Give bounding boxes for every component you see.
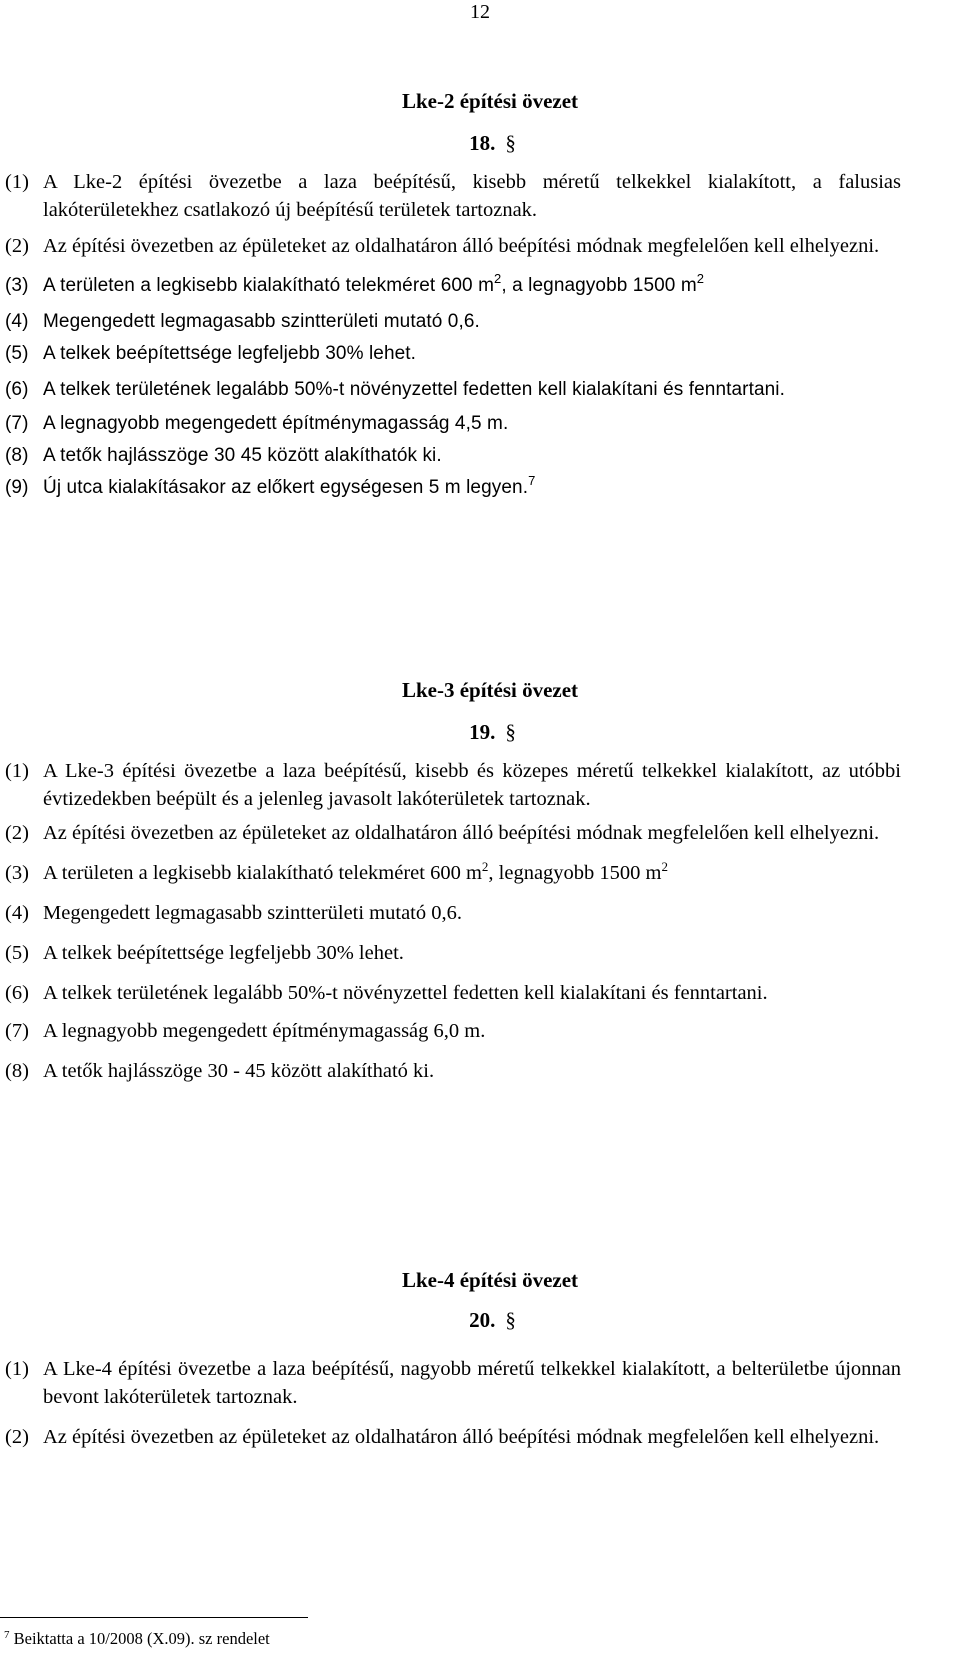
item-number: (8) bbox=[5, 1060, 29, 1082]
section-lke-4 bbox=[0, 1267, 960, 1461]
item-text-cont: , a legnagyobb 1500 m bbox=[501, 275, 697, 296]
section-lke-2 bbox=[0, 88, 960, 512]
item-text: Megengedett legmagasabb szintterületi mutató 0,6. bbox=[43, 311, 480, 332]
item-number: (2) bbox=[5, 822, 29, 844]
item-number: (4) bbox=[5, 311, 29, 332]
section-lke-3 bbox=[0, 677, 960, 1095]
list-item bbox=[0, 474, 960, 502]
list-item bbox=[0, 757, 960, 813]
page-number: 12 bbox=[470, 1, 490, 23]
item-number: (3) bbox=[5, 862, 29, 884]
list-item bbox=[0, 1057, 960, 1085]
item-text: Új utca kialakításakor az előkert egységesen 5 m legyen. bbox=[43, 477, 529, 498]
list-item bbox=[0, 899, 960, 927]
footnote-reference: 7 bbox=[528, 473, 536, 488]
list-item bbox=[0, 939, 960, 967]
item-number: (1) bbox=[5, 1358, 29, 1380]
superscript: 2 bbox=[494, 271, 502, 286]
footnote-text: Beiktatta a 10/2008 (X.09). sz rendelet bbox=[13, 1629, 270, 1648]
zone-title: Lke-3 építési övezet bbox=[401, 678, 579, 702]
item-number: (2) bbox=[5, 1426, 29, 1448]
list-item bbox=[0, 376, 960, 404]
item-text: Az építési övezetben az épületeket az oldalhatáron álló beépítési módnak megfelelően kell elhelyezni. bbox=[43, 822, 880, 844]
list-item bbox=[0, 1017, 960, 1045]
item-text-wrap bbox=[43, 859, 901, 887]
list-item bbox=[0, 1355, 960, 1411]
footnote-separator bbox=[0, 1617, 308, 1618]
item-text: A tetők hajlásszöge 30 - 45 között alakítható ki. bbox=[43, 1060, 435, 1082]
paragraph-number bbox=[0, 1307, 960, 1333]
item-text: A telkek területének legalább 50%-t növényzettel fedetten kell kialakítani és fenntartani. bbox=[43, 379, 786, 400]
item-number: (4) bbox=[5, 902, 29, 924]
list-item bbox=[0, 819, 960, 847]
list-item bbox=[0, 308, 960, 336]
item-number: (1) bbox=[5, 171, 29, 193]
paragraph-number-value: 20. bbox=[469, 1308, 496, 1332]
item-list bbox=[0, 757, 960, 1085]
list-item bbox=[0, 1423, 960, 1451]
list-item bbox=[0, 340, 960, 368]
list-item bbox=[0, 442, 960, 470]
superscript: 2 bbox=[696, 271, 705, 286]
item-text: A Lke-2 építési övezetbe a laza beépítésű, kisebb méretű telkekkel kialakított, a falusias lakóterületekhez csatlakozó új beépítésű területek tartoznak. bbox=[43, 171, 901, 221]
item-text: Megengedett legmagasabb szintterületi mutató 0,6. bbox=[43, 902, 462, 924]
footnote bbox=[4, 1628, 270, 1650]
paragraph-number-value: 18. bbox=[469, 131, 496, 155]
section-sign: § bbox=[505, 720, 516, 744]
item-number: (6) bbox=[5, 379, 29, 400]
item-number: (8) bbox=[5, 445, 29, 466]
item-number: (6) bbox=[5, 982, 29, 1004]
item-text: A területen a legkisebb kialakítható telekméret 600 m bbox=[43, 275, 495, 296]
item-text: A Lke-4 építési övezetbe a laza beépítésű, nagyobb méretű telkekkel kialakított, a belterületbe újonnan bevont lakóterületek tartoznak. bbox=[43, 1358, 901, 1408]
list-item bbox=[0, 168, 960, 224]
item-text: A telkek beépítettsége legfeljebb 30% lehet. bbox=[43, 343, 417, 364]
list-item bbox=[0, 859, 960, 887]
item-number: (5) bbox=[5, 942, 29, 964]
item-text: A legnagyobb megengedett építménymagasság 6,0 m. bbox=[43, 1020, 486, 1042]
item-list bbox=[0, 168, 960, 502]
item-text: A területen a legkisebb kialakítható telekméret 600 m bbox=[43, 862, 482, 884]
item-text: Az építési övezetben az épületeket az oldalhatáron álló beépítési módnak megfelelően kell elhelyezni. bbox=[43, 235, 880, 257]
item-number: (2) bbox=[5, 235, 29, 257]
item-text-cont: , legnagyobb 1500 m bbox=[488, 862, 662, 884]
item-text-wrap bbox=[43, 272, 901, 300]
paragraph-number-value: 19. bbox=[469, 720, 496, 744]
superscript: 2 bbox=[661, 859, 668, 874]
paragraph-number bbox=[0, 719, 960, 745]
zone-title: Lke-4 építési övezet bbox=[401, 1268, 579, 1292]
item-number: (1) bbox=[5, 760, 29, 782]
footnote-number: 7 bbox=[4, 1629, 10, 1641]
zone-title: Lke-2 építési övezet bbox=[401, 89, 579, 113]
item-number: (7) bbox=[5, 413, 29, 434]
item-list bbox=[0, 1355, 960, 1451]
item-text: A Lke-3 építési övezetbe a laza beépítésű, kisebb és közepes méretű telkekkel kialakított, az utóbbi évtizedekben beépült és a jelenleg javasolt lakóterületek tartoznak. bbox=[43, 760, 901, 810]
item-text: A legnagyobb megengedett építménymagasság 4,5 m. bbox=[43, 413, 509, 434]
section-sign: § bbox=[505, 1308, 516, 1332]
item-number: (5) bbox=[5, 343, 29, 364]
paragraph-number bbox=[0, 130, 960, 156]
list-item bbox=[0, 232, 960, 260]
item-text: A telkek területének legalább 50%-t növényzettel fedetten kell kialakítani és fenntartani. bbox=[43, 982, 768, 1004]
item-text: Az építési övezetben az épületeket az oldalhatáron álló beépítési módnak megfelelően kell elhelyezni. bbox=[43, 1426, 880, 1448]
item-number: (9) bbox=[5, 477, 29, 498]
item-text-wrap bbox=[43, 474, 901, 502]
item-number: (7) bbox=[5, 1020, 29, 1042]
item-text: A telkek beépítettsége legfeljebb 30% lehet. bbox=[43, 942, 404, 964]
list-item bbox=[0, 410, 960, 438]
list-item bbox=[0, 272, 960, 300]
section-sign: § bbox=[505, 131, 516, 155]
item-number: (3) bbox=[5, 275, 29, 296]
superscript: 2 bbox=[481, 859, 489, 874]
item-text: A tetők hajlásszöge 30 45 között alakíthatók ki. bbox=[43, 445, 442, 466]
list-item bbox=[0, 979, 960, 1007]
